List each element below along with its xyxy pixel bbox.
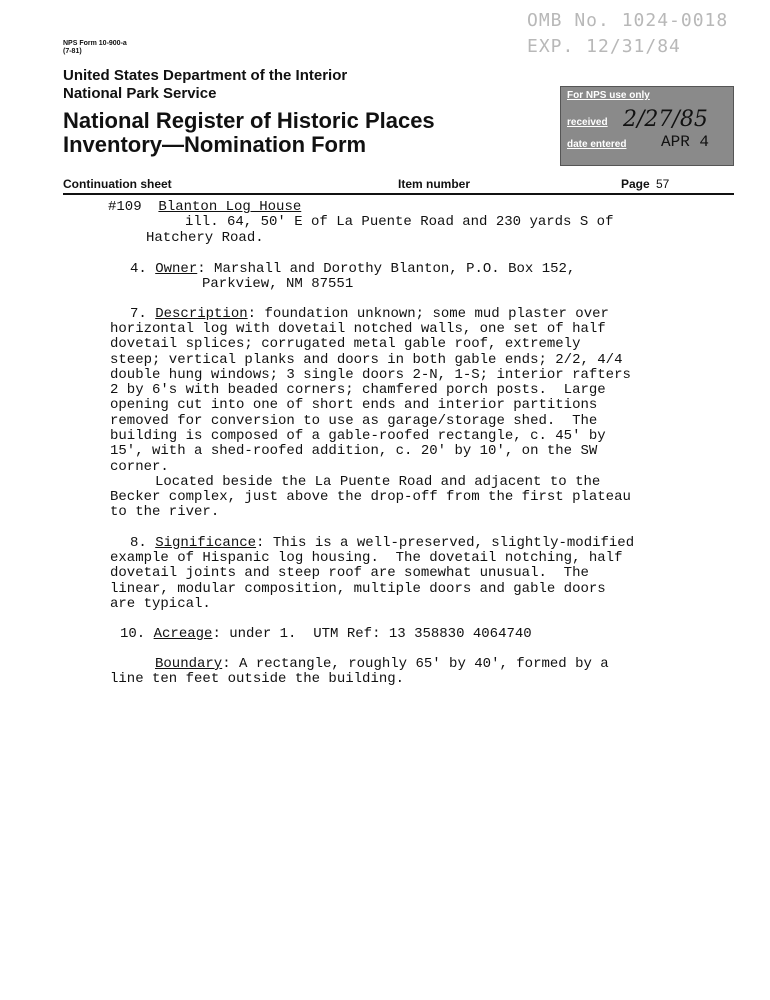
received-label: received [567, 117, 608, 128]
nps-use-label: For NPS use only [567, 90, 650, 101]
owner-text: : Marshall and Dorothy Blanton, P.O. Box 152, [197, 261, 576, 277]
form-title-line2: Inventory—Nomination Form [63, 132, 367, 157]
description-label: Description [155, 306, 248, 322]
located-line1: Located beside the La Puente Road and adjacent to the [155, 474, 601, 490]
significance-line1 [130, 536, 634, 551]
form-revision: (7-81) [63, 48, 82, 55]
description-line1 [130, 307, 609, 322]
acreage-text: : under 1. UTM Ref: 13 358830 4064740 [212, 626, 532, 642]
boundary-label: Boundary [155, 656, 223, 672]
acreage-label: Acreage [153, 626, 213, 642]
entry-number: #109 [108, 199, 142, 215]
owner-label: Owner [155, 261, 198, 277]
acreage-number: 10. [120, 626, 146, 642]
omb-stamp-line1: OMB No. 1024-0018 [527, 10, 729, 31]
owner-line1 [130, 262, 575, 277]
date-entered-stamp: APR 4 [661, 133, 710, 151]
significance-number: 8. [130, 535, 147, 551]
omb-stamp-line2: EXP. 12/31/84 [527, 36, 681, 57]
significance-label: Significance [155, 535, 257, 551]
page-label: Page [621, 177, 650, 191]
description-number: 7. [130, 306, 147, 322]
description-text: horizontal log with dovetail notched walls, one set of half dovetail splices; corrugated metal gable roof, extremely steep; vertical planks and doors in both gable ends; 2/2, 4/4 double hung windows; 3 single doors 2-N, 1-S; interior rafters 2 by 6's with beaded corners; chamfered porch posts. Large opening cut into one of short ends and interior partitions removed for conversion to use as garage/storage shed. The building is composed of a gable-roofed rectangle, c. 45' by 15', with a shed-roofed addition, c. 20' by 10', on the SW corner. [110, 321, 631, 475]
date-entered-label: date entered [567, 139, 627, 150]
owner-number: 4. [130, 261, 147, 277]
description-text-first: : foundation unknown; some mud plaster over [247, 306, 609, 322]
located-text: Becker complex, just above the drop-off from the first plateau to the river. [110, 489, 631, 521]
significance-text: example of Hispanic log housing. The dovetail notching, half dovetail joints and steep roof are somewhat unusual. The linear, modular composition, multiple doors and gable doors are typical. [110, 550, 623, 612]
page-number: 57 [656, 177, 670, 191]
continuation-sheet-label: Continuation sheet [63, 177, 172, 191]
owner-line2: Parkview, NM 87551 [202, 276, 354, 292]
boundary-line2: line ten feet outside the building. [110, 671, 405, 687]
received-date: 2/27/85 [623, 107, 708, 132]
form-title-line1: National Register of Historic Places [63, 108, 435, 133]
agency-name: National Park Service [63, 85, 217, 102]
entry-header [108, 200, 301, 215]
nps-use-only-box [560, 86, 734, 166]
header-rule [63, 193, 734, 195]
entry-name: Blanton Log House [158, 199, 302, 215]
department-name: United States Department of the Interior [63, 67, 348, 84]
significance-text-first: : This is a well-preserved, slightly-modified [256, 535, 635, 551]
location-line2: Hatchery Road. [146, 230, 264, 246]
boundary-text-first: : A rectangle, roughly 65' by 40', formed by a [222, 656, 609, 672]
form-number: NPS Form 10-900-a [63, 40, 127, 47]
location-line1: ill. 64, 50' E of La Puente Road and 230 yards S of [185, 214, 614, 230]
acreage-line [120, 627, 532, 642]
boundary-line1 [155, 657, 609, 672]
item-number-label: Item number [398, 177, 471, 191]
